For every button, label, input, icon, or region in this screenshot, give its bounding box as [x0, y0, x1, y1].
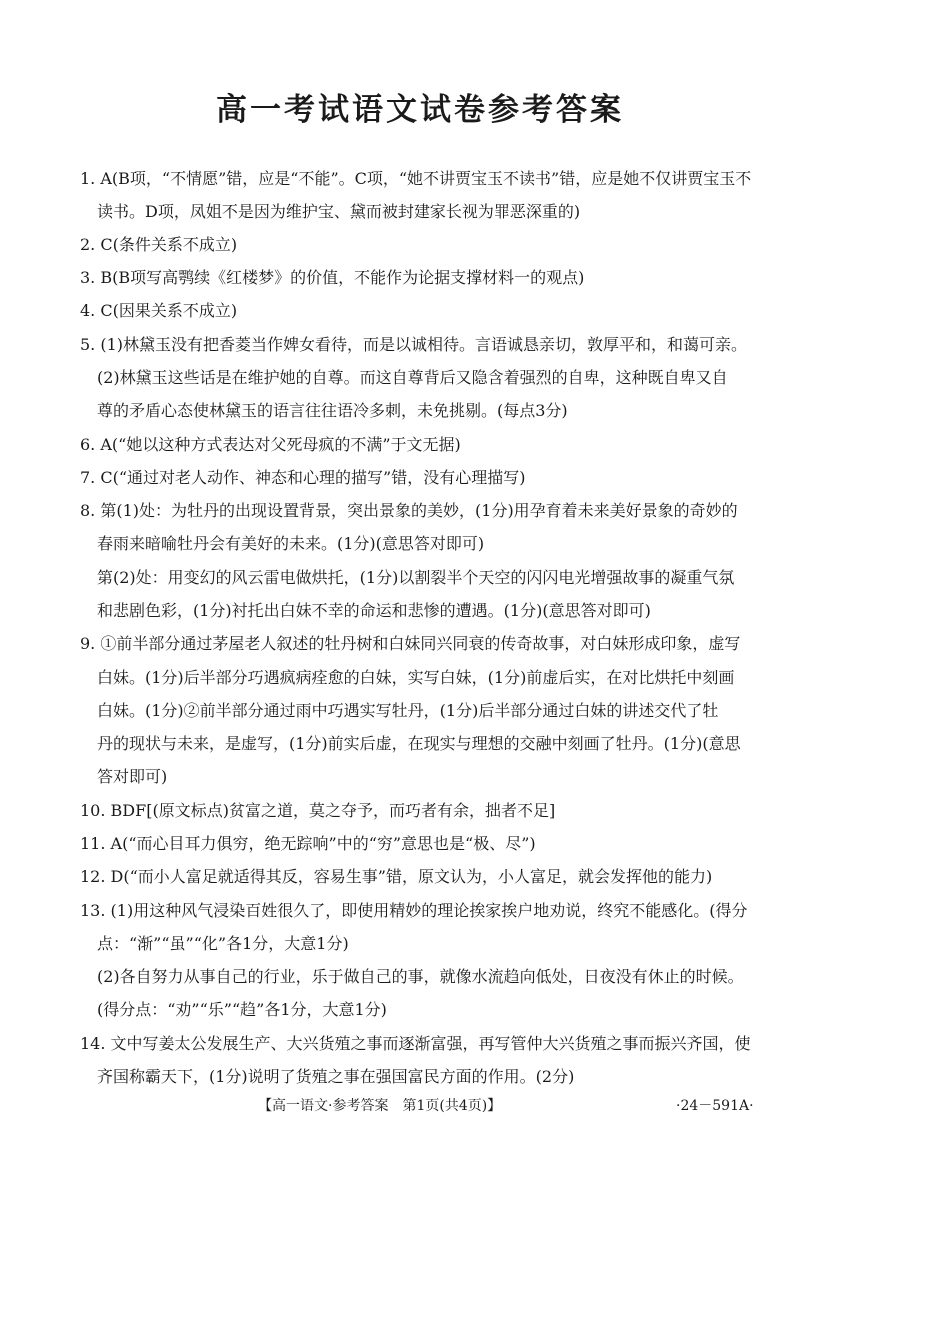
answer-line: 齐国称霸天下，(1分)说明了货殖之事在强国富民方面的作用。(2分): [97, 1067, 575, 1086]
answer-line: 春雨来暗喻牡丹会有美好的未来。(1分)(意思答对即可): [97, 534, 485, 553]
answer-line: 7. C(“通过对老人动作、神态和心理的描写”错，没有心理描写): [80, 468, 526, 487]
page-footer: [0, 1096, 950, 1116]
answer-line: 14. 文中写姜太公发展生产、大兴货殖之事而逐渐富强，再写管仲大兴货殖之事而振兴齐国，使: [80, 1034, 751, 1053]
answer-line: 6. A(“她以这种方式表达对父死母疯的不满”于文无据): [80, 435, 461, 454]
answer-line: 读书。D项，凤姐不是因为维护宝、黛而被封建家长视为罪恶深重的): [97, 202, 581, 221]
answer-line: 10. BDF[(原文标点)贫富之道，莫之夺予，而巧者有余，拙者不足]: [80, 801, 556, 820]
footer-page-info: 【高一语文·参考答案 第1页(共4页)】: [258, 1098, 502, 1114]
answer-line: 1. A(B项，“不情愿”错，应是“不能”。C项，“她不讲贾宝玉不读书”错，应是她不仅讲贾宝玉不: [80, 169, 752, 188]
page-title: 高一考试语文试卷参考答案: [216, 92, 624, 128]
answer-line: 尊的矛盾心态使林黛玉的语言往往语冷多刺，未免挑剔。(每点3分): [97, 401, 568, 420]
answer-line: 13. (1)用这种风气浸染百姓很久了，即使用精妙的理论挨家挨户地劝说，终究不能感化。(得分: [80, 901, 748, 920]
answer-line: 5. (1)林黛玉没有把香菱当作婢女看待，而是以诚相待。言语诚恳亲切，敦厚平和，和蔼可亲。: [80, 335, 748, 354]
answer-line: (得分点：“劝”“乐”“趋”各1分，大意1分): [97, 1000, 387, 1019]
answer-line: 9. ①前半部分通过茅屋老人叙述的牡丹树和白妹同兴同衰的传奇故事，对白妹形成印象，虚写: [80, 634, 741, 653]
answer-line: 第(2)处：用变幻的风云雷电做烘托，(1分)以割裂半个天空的闪闪电光增强故事的凝重气氛: [97, 568, 735, 587]
answer-line: 和悲剧色彩，(1分)衬托出白妹不幸的命运和悲惨的遭遇。(1分)(意思答对即可): [97, 601, 651, 620]
answer-line: 点：“渐”“虽”“化”各1分，大意1分): [97, 934, 349, 953]
answer-line: 4. C(因果关系不成立): [80, 301, 238, 320]
answer-line: 12. D(“而小人富足就适得其反，容易生事”错，原文认为，小人富足，就会发挥他的能力): [80, 867, 713, 886]
footer-code: ·24－591A·: [676, 1098, 754, 1114]
answer-line: 白妹。(1分)②前半部分通过雨中巧遇实写牡丹，(1分)后半部分通过白妹的讲述交代了牡: [97, 701, 719, 720]
answer-line: (2)各自努力从事自己的行业，乐于做自己的事，就像水流趋向低处，日夜没有休止的时候。: [97, 967, 744, 986]
answer-line: 3. B(B项写高鹗续《红楼梦》的价值，不能作为论据支撑材料一的观点): [80, 268, 585, 287]
answer-line: 白妹。(1分)后半部分巧遇疯病痊愈的白妹，实写白妹，(1分)前虚后实，在对比烘托中刻画: [97, 668, 735, 687]
answer-line: 答对即可): [97, 767, 168, 786]
answer-line: 丹的现状与未来，是虚写，(1分)前实后虚，在现实与理想的交融中刻画了牡丹。(1分)(意思: [97, 734, 741, 753]
answer-line: 8. 第(1)处：为牡丹的出现设置背景，突出景象的美妙，(1分)用孕育着未来美好景象的奇妙的: [80, 501, 738, 520]
answer-line: 2. C(条件关系不成立): [80, 235, 238, 254]
answer-line: 11. A(“而心目耳力俱穷，绝无踪响”中的“穷”意思也是“极、尽”): [80, 834, 536, 853]
answer-line: (2)林黛玉这些话是在维护她的自尊。而这自尊背后又隐含着强烈的自卑，这种既自卑又自: [97, 368, 728, 387]
